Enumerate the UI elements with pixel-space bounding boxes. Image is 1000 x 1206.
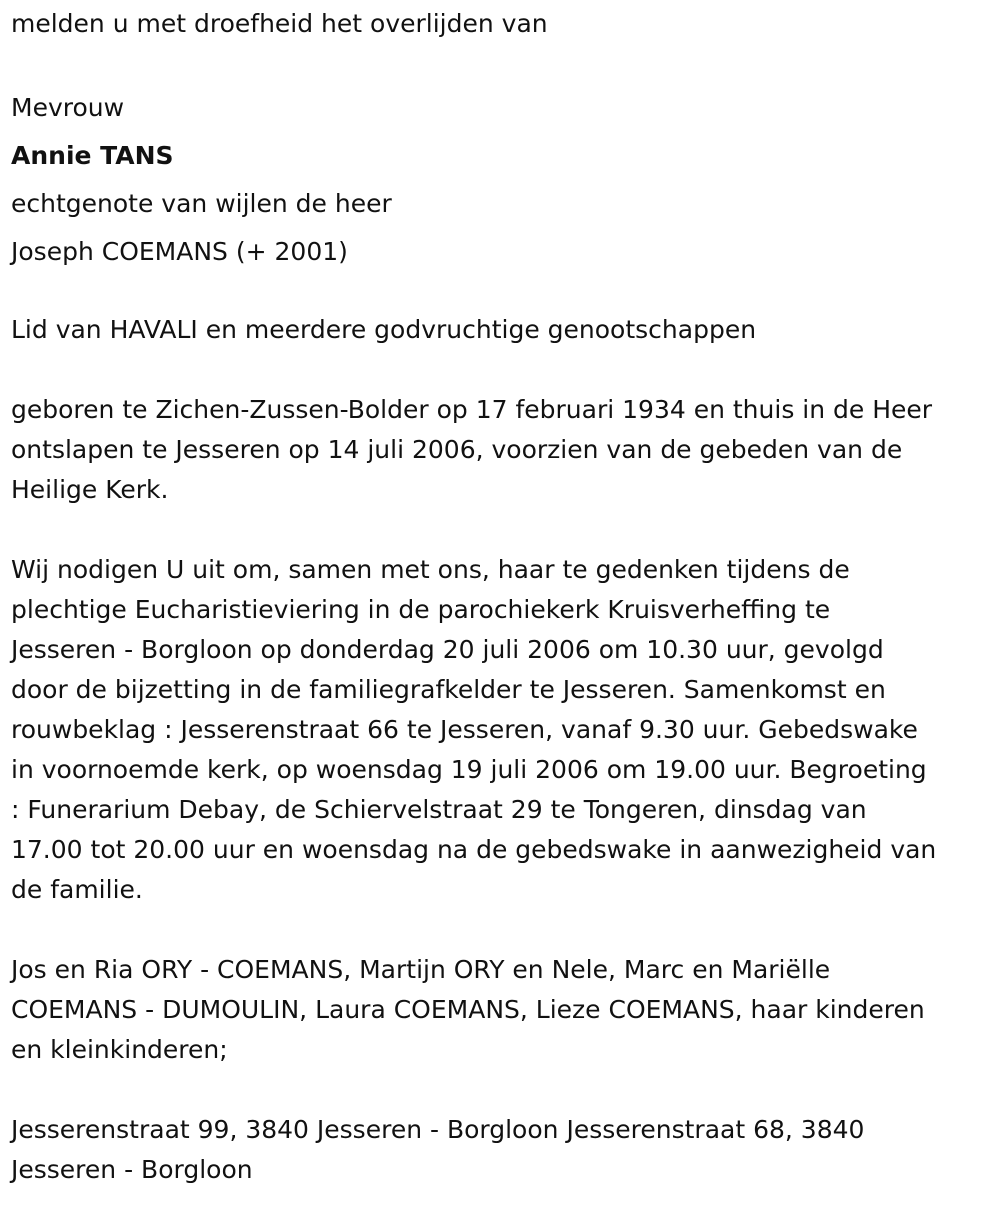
- paragraph-line: rouwbeklag : Jesserenstraat 66 te Jesseren, vanaf 9.30 uur. Gebedswake: [11, 715, 918, 744]
- paragraph-line: Jesseren - Borgloon op donderdag 20 juli 2006 om 10.30 uur, gevolgd: [11, 635, 884, 664]
- obituary-notice: [11, 4, 991, 1190]
- spacer: [11, 350, 991, 390]
- paragraph-line: Wij nodigen U uit om, samen met ons, haar te gedenken tijdens de: [11, 555, 850, 584]
- spouse-name: Joseph COEMANS (+ 2001): [11, 237, 348, 266]
- deceased-name: Annie TANS: [11, 141, 174, 170]
- relation-text: echtgenote van wijlen de heer: [11, 189, 392, 218]
- paragraph-line: door de bijzetting in de familiegrafkelder te Jesseren. Samenkomst en: [11, 675, 886, 704]
- paragraph-line: COEMANS - DUMOULIN, Laura COEMANS, Lieze COEMANS, haar kinderen: [11, 995, 925, 1024]
- spacer: [11, 1070, 991, 1110]
- spacer: [11, 44, 991, 84]
- invitation-paragraph: [11, 550, 991, 910]
- paragraph-line: : Funerarium Debay, de Schiervelstraat 29 te Tongeren, dinsdag van: [11, 795, 867, 824]
- honorific: Mevrouw: [11, 93, 125, 122]
- paragraph-line: plechtige Eucharistieviering in de parochiekerk Kruisverheffing te: [11, 595, 831, 624]
- paragraph-line: Jesseren - Borgloon: [11, 1155, 253, 1184]
- paragraph-line: Heilige Kerk.: [11, 475, 169, 504]
- paragraph-line: geboren te Zichen-Zussen-Bolder op 17 februari 1934 en thuis in de Heer: [11, 395, 933, 424]
- paragraph-line: Jesserenstraat 99, 3840 Jesseren - Borgloon Jesserenstraat 68, 3840: [11, 1115, 865, 1144]
- birth-death-paragraph: [11, 390, 991, 510]
- paragraph-line: Jos en Ria ORY - COEMANS, Martijn ORY en Nele, Marc en Mariëlle: [11, 955, 831, 984]
- spacer: [11, 910, 991, 950]
- spacer: [11, 276, 991, 310]
- membership-text: Lid van HAVALI en meerdere godvruchtige genootschappen: [11, 315, 757, 344]
- paragraph-line: en kleinkinderen;: [11, 1035, 228, 1064]
- paragraph-line: 17.00 tot 20.00 uur en woensdag na de gebedswake in aanwezigheid van: [11, 835, 937, 864]
- paragraph-line: ontslapen te Jesseren op 14 juli 2006, voorzien van de gebeden van de: [11, 435, 903, 464]
- intro-text: melden u met droefheid het overlijden van: [11, 9, 548, 38]
- addresses-paragraph: [11, 1110, 991, 1190]
- family-paragraph: [11, 950, 991, 1070]
- paragraph-line: de familie.: [11, 875, 143, 904]
- paragraph-line: in voornoemde kerk, op woensdag 19 juli 2006 om 19.00 uur. Begroeting: [11, 755, 927, 784]
- spacer: [11, 510, 991, 550]
